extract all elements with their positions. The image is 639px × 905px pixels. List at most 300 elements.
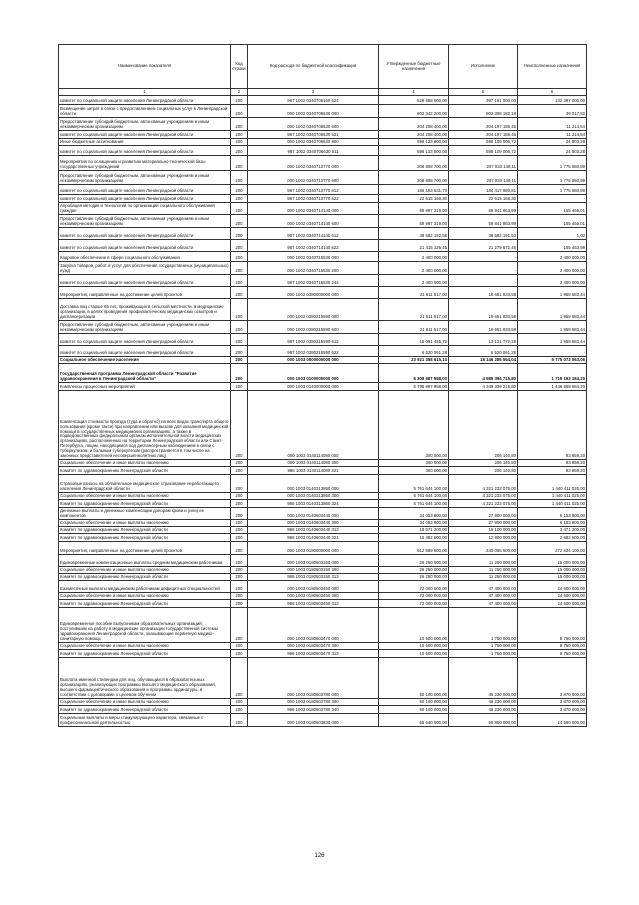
row-executed: 59 841 863,99 <box>449 215 518 228</box>
table-row <box>59 105 587 118</box>
row-line-code: 200 <box>231 321 248 334</box>
row-executed: 1 750 000,00 <box>449 608 518 643</box>
row-approved: 598 133 800,00 <box>379 139 449 146</box>
row-executed: 4 589 394 715,80 <box>449 364 518 383</box>
row-unexecuted: 155 455,01 <box>518 215 587 228</box>
row-approved: 65 640 000,00 <box>379 714 449 727</box>
header-executed: Исполнение <box>449 45 518 89</box>
row-budget-code: 000 1003 0140114080 300 <box>248 460 379 467</box>
row-name: комитет по социальной защите населения Ленинградской области <box>59 146 231 156</box>
row-name: Социальное обеспечение и иные выплаты населению <box>59 567 231 574</box>
row-approved: 26 250 000,00 <box>379 574 449 581</box>
column-index-row <box>59 89 587 96</box>
row-executed: 184 417 980,81 <box>449 185 518 195</box>
row-line-code: 200 <box>231 467 248 475</box>
row-executed: 46 230 000,00 <box>449 699 518 706</box>
row-approved: 59 997 319,00 <box>379 215 449 228</box>
row-executed: 11 250 000,00 <box>449 567 518 574</box>
row-line-code: 200 <box>231 658 248 699</box>
row-name: Денежные выплаты и денежные компенсации донорам крови и (или) ее компонентов <box>59 508 231 520</box>
column-index: 4 <box>379 89 449 96</box>
row-unexecuted: 15 000 000,00 <box>518 555 587 567</box>
row-name: Комитет по здравоохранению Ленинградской области <box>59 600 231 608</box>
header-unexecuted: Неисполненные назначения <box>518 45 587 89</box>
row-approved: 21 415 126,45 <box>379 240 449 252</box>
row-budget-code: 000 1002 0340706630 600 <box>248 118 379 131</box>
row-line-code: 200 <box>231 542 248 555</box>
row-budget-code: 987 1002 0340713770 612 <box>248 185 379 195</box>
table-row <box>59 171 587 185</box>
table-row <box>59 643 587 650</box>
row-line-code: 200 <box>231 581 248 593</box>
row-approved: 802 342 200,00 <box>379 105 449 118</box>
row-budget-code: 000 1002 0380000000 000 <box>248 287 379 299</box>
report-page <box>58 44 586 727</box>
table-row <box>59 475 587 493</box>
row-unexecuted: 24 600 000,00 <box>518 600 587 608</box>
row-name: комитет по социальной защите населения Ленинградской области <box>59 346 231 357</box>
row-budget-code: 986 1003 0140603440 321 <box>248 534 379 542</box>
row-approved: 26 250 000,00 <box>379 555 449 567</box>
table-row <box>59 460 587 467</box>
table-row <box>59 228 587 240</box>
row-budget-code: 987 1002 0380215590 612 <box>248 334 379 346</box>
table-row <box>59 527 587 534</box>
row-approved: 208 808 700,00 <box>379 156 449 171</box>
row-budget-code: 000 1003 0180503450 300 <box>248 593 379 600</box>
row-unexecuted: 1 959 683,44 <box>518 287 587 299</box>
row-executed: 50 850 000,00 <box>449 714 518 727</box>
row-unexecuted: 6 153 800,00 <box>518 520 587 527</box>
row-line-code: 200 <box>231 252 248 262</box>
row-approved: 6 520 061,28 <box>379 346 449 357</box>
row-unexecuted: - <box>518 195 587 203</box>
column-index: 2 <box>231 89 248 96</box>
row-unexecuted: - <box>518 346 587 357</box>
header-budget-code: Код расхода по бюджетной классификации <box>248 45 379 89</box>
row-name: Мероприятия по оснащению и развитию материально-технической базы государственных учреждений <box>59 156 231 171</box>
row-executed: 38 582 191,53 <box>449 228 518 240</box>
table-row <box>59 593 587 600</box>
column-index: 3 <box>248 89 379 96</box>
table-row <box>59 262 587 275</box>
table-row <box>59 706 587 714</box>
row-budget-code: 000 1002 0340713770 000 <box>248 156 379 171</box>
row-name: Комитет по здравоохранению Ленинградской области <box>59 706 231 714</box>
row-approved: 72 000 000,00 <box>379 593 449 600</box>
table-row <box>59 96 587 105</box>
table-row <box>59 508 587 520</box>
row-approved: 10 500 000,00 <box>379 650 449 658</box>
row-approved: 34 053 800,00 <box>379 508 449 520</box>
row-name: Социальное обеспечение и иные выплаты населению <box>59 493 231 500</box>
table-row <box>59 581 587 593</box>
row-approved: 22 615 168,30 <box>379 195 449 203</box>
row-unexecuted: 2 400 000,00 <box>518 262 587 275</box>
row-budget-code: 000 1003 0140603440 300 <box>248 520 379 527</box>
header-line-code: Код строки <box>231 45 248 89</box>
row-budget-code: 000 1002 0340714140 000 <box>248 203 379 215</box>
row-unexecuted: 3 870 000,00 <box>518 706 587 714</box>
row-name: Комитет по здравоохранению Ленинградской области <box>59 527 231 534</box>
row-budget-code: 000 1002 0380215590 600 <box>248 321 379 334</box>
row-approved: 2 400 000,00 <box>379 252 449 262</box>
table-row <box>59 287 587 299</box>
row-executed: 4 321 233 075,00 <box>449 493 518 500</box>
row-budget-code: 000 1003 0180503470 300 <box>248 643 379 650</box>
table-body <box>59 96 587 727</box>
row-approved: 15 482 600,00 <box>379 534 449 542</box>
row-executed: 598 109 006,72 <box>449 146 518 156</box>
row-budget-code: 000 1002 0380215590 000 <box>248 299 379 321</box>
row-name: Комитет по здравоохранению Ленинградской области <box>59 650 231 658</box>
row-budget-code: 987 1002 0340713770 622 <box>248 195 379 203</box>
row-approved: 34 053 800,00 <box>379 520 449 527</box>
row-line-code: 200 <box>231 643 248 650</box>
row-executed: 47 400 000,00 <box>449 581 518 593</box>
header-approved: Утвержденные бюджетные назначения <box>379 45 449 89</box>
row-executed: 397 191 000,00 <box>449 96 518 105</box>
row-approved: 10 500 000,00 <box>379 608 449 643</box>
column-index: 5 <box>449 89 518 96</box>
row-executed: 19 651 833,58 <box>449 321 518 334</box>
row-executed: 206 140,80 <box>449 467 518 475</box>
table-row <box>59 500 587 508</box>
table-header-row <box>59 45 587 89</box>
row-approved: 598 133 800,00 <box>379 146 449 156</box>
row-budget-code: 987 1002 0340714140 612 <box>248 228 379 240</box>
page-number: 126 <box>314 853 325 859</box>
row-name: Мероприятия, направленные на достижение целей проектов <box>59 287 231 299</box>
table-row <box>59 567 587 574</box>
row-line-code: 200 <box>231 118 248 131</box>
row-unexecuted: 93 859,20 <box>518 467 587 475</box>
row-executed: 15 100 000,00 <box>449 527 518 534</box>
row-name: Социальное обеспечение и иные выплаты населению <box>59 460 231 467</box>
row-approved: 208 808 700,00 <box>379 171 449 185</box>
row-approved: 50 100 000,00 <box>379 699 449 706</box>
row-approved: 21 611 517,00 <box>379 321 449 334</box>
row-approved: 50 100 000,00 <box>379 658 449 699</box>
row-executed: 207 033 149,11 <box>449 171 518 185</box>
row-executed: 19 651 833,58 <box>449 287 518 299</box>
row-name: Страховые взносы на обязательное медицинское страхование неработающего населения Ленинградской области <box>59 475 231 493</box>
row-approved: 72 000 000,00 <box>379 581 449 593</box>
row-budget-code: 000 1003 0180503470 000 <box>248 608 379 643</box>
row-executed: 6 520 061,28 <box>449 346 518 357</box>
row-unexecuted: 155 455,01 <box>518 203 587 215</box>
row-executed: 18 146 285 554,04 <box>449 357 518 364</box>
row-unexecuted: 24 600 000,00 <box>518 581 587 593</box>
row-approved: 18 571 200,00 <box>379 527 449 534</box>
row-name: Комитет по здравоохранению Ленинградской области <box>59 574 231 581</box>
row-unexecuted: 1 775 550,89 <box>518 185 587 195</box>
table-row <box>59 600 587 608</box>
row-unexecuted: 2 400 000,00 <box>518 252 587 262</box>
row-unexecuted: 1 959 683,44 <box>518 299 587 321</box>
row-budget-code: 000 1002 0340706630 000 <box>248 105 379 118</box>
row-budget-code: 000 1003 0180503150 300 <box>248 567 379 574</box>
row-line-code: 200 <box>231 520 248 527</box>
row-budget-code: 987 1002 0340714140 622 <box>248 240 379 252</box>
table-row <box>59 334 587 346</box>
row-budget-code: 000 1003 0180000000 000 <box>248 542 379 555</box>
table-row <box>59 542 587 555</box>
row-unexecuted: 155 453,99 <box>518 240 587 252</box>
row-approved: 50 100 000,00 <box>379 706 449 714</box>
row-unexecuted: 132 397 000,00 <box>518 96 587 105</box>
row-line-code: 200 <box>231 287 248 299</box>
row-executed: 207 033 149,11 <box>449 156 518 171</box>
row-budget-code: 000 1003 0180503830 000 <box>248 714 379 727</box>
row-executed: 12 800 000,00 <box>449 534 518 542</box>
row-line-code: 200 <box>231 493 248 500</box>
row-name: комитет по социальной защите населения Ленинградской области <box>59 275 231 287</box>
row-name: Ежемесячные выплаты медицинским работникам дефицитных специальностей <box>59 581 231 593</box>
row-unexecuted: 11 214,54 <box>518 131 587 139</box>
row-budget-code: 986 1003 0180503150 313 <box>248 574 379 581</box>
row-unexecuted: 1 775 550,89 <box>518 171 587 185</box>
row-executed: 240 055 500,00 <box>449 542 518 555</box>
row-line-code: 200 <box>231 228 248 240</box>
table-row <box>59 357 587 364</box>
row-line-code: 200 <box>231 275 248 287</box>
row-name: Кадровое обеспечение в сфере социального обслуживания <box>59 252 231 262</box>
row-unexecuted: 6 153 800,00 <box>518 508 587 520</box>
row-unexecuted: 3 870 000,00 <box>518 658 587 699</box>
row-unexecuted: 8 750 000,00 <box>518 650 587 658</box>
row-executed: 11 250 000,00 <box>449 555 518 567</box>
row-name: Единовременное пособие выпускникам образовательных организаций, поступившим на работу в медицинские организации государственной системы здравоохранения Ленинградской области, оказывающие первичную медико-санитарную помощь <box>59 608 231 643</box>
row-executed: 802 308 182,18 <box>449 105 518 118</box>
row-executed: 19 651 833,58 <box>449 299 518 321</box>
row-unexecuted: 24 600 000,00 <box>518 593 587 600</box>
row-executed: 47 400 000,00 <box>449 600 518 608</box>
row-approved: 21 611 517,00 <box>379 299 449 321</box>
row-approved: 10 500 000,00 <box>379 643 449 650</box>
row-budget-code: 986 1003 0140603440 313 <box>248 527 379 534</box>
row-approved: 5 795 997 958,00 <box>379 383 449 391</box>
row-line-code: 200 <box>231 567 248 574</box>
row-approved: 2 400 000,00 <box>379 275 449 287</box>
row-line-code: 200 <box>231 357 248 364</box>
table-row <box>59 520 587 527</box>
row-budget-code: 000 1002 0340706630 800 <box>248 139 379 146</box>
row-unexecuted: 3 870 000,00 <box>518 699 587 706</box>
row-budget-code: 986 1003 0180503780 340 <box>248 706 379 714</box>
row-unexecuted: 1 959 683,44 <box>518 334 587 346</box>
row-unexecuted: 14 690 000,00 <box>518 714 587 727</box>
row-name: Комитет по здравоохранению Ленинградской области <box>59 467 231 475</box>
row-executed: 1 750 000,00 <box>449 643 518 650</box>
row-name: Иные бюджетные ассигнования <box>59 139 231 146</box>
row-name: Социальное обеспечение и иные выплаты населению <box>59 593 231 600</box>
row-executed: 59 841 863,99 <box>449 203 518 215</box>
table-row <box>59 299 587 321</box>
table-row <box>59 203 587 215</box>
row-name: комитет по социальной защите населения Ленинградской области <box>59 96 231 105</box>
row-line-code: 200 <box>231 156 248 171</box>
row-line-code: 200 <box>231 391 248 460</box>
row-line-code: 200 <box>231 699 248 706</box>
row-approved: 204 208 400,00 <box>379 131 449 139</box>
row-name: Социальные выплаты и меры стимулирующего характера, связанные с профессиональной деятельностью <box>59 714 231 727</box>
row-unexecuted: 1,02 <box>518 228 587 240</box>
row-approved: 26 250 000,00 <box>379 567 449 574</box>
table-row <box>59 156 587 171</box>
row-executed: 13 131 772,28 <box>449 334 518 346</box>
row-executed: 1 750 000,00 <box>449 650 518 658</box>
table-row <box>59 391 587 460</box>
row-name: Комитет по здравоохранению Ленинградской области <box>59 500 231 508</box>
table-row <box>59 699 587 706</box>
row-name: Закупка товаров, работ и услуг для обеспечения государственных (муниципальных) нужд <box>60 263 229 274</box>
row-approved: 2 400 000,00 <box>379 262 449 275</box>
row-executed: 4 321 233 075,00 <box>449 500 518 508</box>
row-line-code: 200 <box>231 534 248 542</box>
row-budget-code: 000 1003 0180503780 000 <box>248 658 379 699</box>
row-name: Государственная программа Ленинградской области "Развитие здравоохранения в Ленинградской области" <box>59 364 231 383</box>
row-line-code: 200 <box>231 299 248 321</box>
row-name: Доставка лиц старше 65 лет, проживающих в сельской местности, в медицинские организации, в целях проведения профилактических медицинских осмотров и диспансеризации <box>59 299 231 321</box>
row-budget-code: 987 1002 0340715530 244 <box>248 275 379 287</box>
row-unexecuted: 272 534 100,00 <box>518 542 587 555</box>
row-budget-code: 987 1002 0340706630 631 <box>248 131 379 139</box>
row-name: Выплата именной стипендии для лиц, обучающихся в образовательных организациях, реализующих программы высшего медицинского образования, высшего фармацевтического образования и программы ординатуры, в соответствии с договорами о целевом обучении <box>59 658 231 699</box>
row-budget-code: 986 1003 0140114080 321 <box>248 467 379 475</box>
table-row <box>59 139 587 146</box>
row-executed: 27 900 000,00 <box>449 508 518 520</box>
table-row <box>59 650 587 658</box>
table-row <box>59 275 587 287</box>
row-line-code: 200 <box>231 131 248 139</box>
table-row <box>59 608 587 643</box>
row-name: комитет по социальной защите населения Ленинградской области <box>59 334 231 346</box>
row-unexecuted: 15 000 000,00 <box>518 567 587 574</box>
table-row <box>59 321 587 334</box>
row-unexecuted: 15 000 000,00 <box>518 574 587 581</box>
row-executed: 22 615 168,30 <box>449 195 518 203</box>
row-budget-code: 000 1003 0140313860 000 <box>248 475 379 493</box>
row-budget-code: 986 1003 0180503470 313 <box>248 650 379 658</box>
row-unexecuted: 2 682 600,00 <box>518 534 587 542</box>
row-budget-code: 000 1003 0140000000 000 <box>248 383 379 391</box>
row-unexecuted: 8 750 000,00 <box>518 643 587 650</box>
row-line-code: 200 <box>231 364 248 383</box>
row-executed: 46 230 000,00 <box>449 658 518 699</box>
column-index: 1 <box>59 89 231 96</box>
row-budget-code: 986 1003 0180503450 313 <box>248 600 379 608</box>
row-budget-code: 000 1002 0340713770 600 <box>248 171 379 185</box>
row-executed: 47 400 000,00 <box>449 593 518 600</box>
table-row <box>59 364 587 383</box>
row-unexecuted: 1 719 193 184,20 <box>518 364 587 383</box>
row-name: Предоставление субсидий бюджетным, автономным учреждениям и иным некоммерческим организациям <box>59 321 231 334</box>
row-budget-code: 987 1002 0340706160 624 <box>248 96 379 105</box>
row-unexecuted: 5 775 073 063,06 <box>518 357 587 364</box>
row-executed: 21 279 672,46 <box>449 240 518 252</box>
table-row <box>59 252 587 262</box>
row-budget-code: 987 1002 0340706630 811 <box>248 146 379 156</box>
row-unexecuted: 39 017,82 <box>518 105 587 118</box>
row-approved: 204 208 400,00 <box>379 118 449 131</box>
row-executed: 11 250 000,00 <box>449 574 518 581</box>
row-unexecuted: 1 959 683,44 <box>518 321 587 334</box>
row-name: Мероприятия, направленные на достижение целей проектов <box>59 542 231 555</box>
row-name: Возмещение затрат в связи с предоставлением социальных услуг в Ленинградской области <box>59 105 231 118</box>
row-line-code: 200 <box>231 215 248 228</box>
row-name: Социальное обеспечение и иные выплаты населению <box>59 643 231 650</box>
table-row <box>59 574 587 581</box>
row-unexecuted: 24 803,28 <box>518 139 587 146</box>
row-name: комитет по социальной защите населения Ленинградской области <box>59 228 231 240</box>
table-row <box>59 195 587 203</box>
table-row <box>59 131 587 139</box>
row-unexecuted: 93 859,20 <box>518 460 587 467</box>
row-line-code: 200 <box>231 600 248 608</box>
row-executed: 206 140,80 <box>449 391 518 460</box>
row-budget-code: 000 1002 0340714140 600 <box>248 215 379 228</box>
row-line-code: 200 <box>231 203 248 215</box>
row-approved: 529 588 000,00 <box>379 96 449 105</box>
row-name: Предоставление субсидий бюджетным, автономным учреждениям и иным некоммерческим организациям <box>59 171 231 185</box>
row-unexecuted: 24 803,28 <box>518 146 587 156</box>
row-line-code: 200 <box>231 608 248 643</box>
row-unexecuted: 11 214,54 <box>518 118 587 131</box>
row-name: комитет по социальной защите населения Ленинградской области <box>59 131 231 139</box>
row-name: Комитет по здравоохранению Ленинградской области <box>59 534 231 542</box>
row-line-code: 200 <box>231 475 248 493</box>
row-name: комитет по социальной защите населения Ленинградской области <box>59 240 231 252</box>
row-budget-code: 987 1002 0380215590 622 <box>248 346 379 357</box>
row-executed: 4 349 339 215,80 <box>449 383 518 391</box>
budget-execution-table <box>58 44 587 727</box>
table-row <box>59 185 587 195</box>
row-approved: 15 091 455,72 <box>379 334 449 346</box>
row-budget-code: 000 1003 0100000000 000 <box>248 364 379 383</box>
row-unexecuted: 1 440 411 025,00 <box>518 475 587 493</box>
row-line-code: 200 <box>231 195 248 203</box>
row-line-code: 200 <box>231 146 248 156</box>
row-executed: 46 230 000,00 <box>449 706 518 714</box>
row-approved: 512 589 600,00 <box>379 542 449 555</box>
row-budget-code: 000 1003 0180503780 300 <box>248 699 379 706</box>
row-name: комитет по социальной защите населения Ленинградской области <box>59 185 231 195</box>
row-budget-code: 000 1003 0180503450 000 <box>248 581 379 593</box>
row-line-code: 200 <box>231 96 248 105</box>
table-row <box>59 146 587 156</box>
row-line-code: 200 <box>231 574 248 581</box>
row-line-code: 200 <box>231 171 248 185</box>
row-unexecuted: 3 471 200,00 <box>518 527 587 534</box>
row-line-code: 200 <box>231 593 248 600</box>
row-executed: 206 140,80 <box>449 460 518 467</box>
row-budget-code: 986 1003 0140313860 324 <box>248 500 379 508</box>
row-executed: - <box>449 275 518 287</box>
row-budget-code: 000 1002 0340715530 000 <box>248 252 379 262</box>
row-budget-code: 000 1003 0140603440 000 <box>248 508 379 520</box>
row-approved: 72 000 000,00 <box>379 600 449 608</box>
row-name: Комплексы процессных мероприятий <box>59 383 231 391</box>
row-approved: 300 000,00 <box>379 467 449 475</box>
row-budget-code: 000 1003 0140313860 300 <box>248 493 379 500</box>
row-line-code: 200 <box>231 334 248 346</box>
row-executed: 598 109 006,72 <box>449 139 518 146</box>
row-unexecuted: 1 775 550,89 <box>518 156 587 171</box>
table-row <box>59 555 587 567</box>
table-row <box>59 534 587 542</box>
row-approved: 59 997 319,00 <box>379 203 449 215</box>
